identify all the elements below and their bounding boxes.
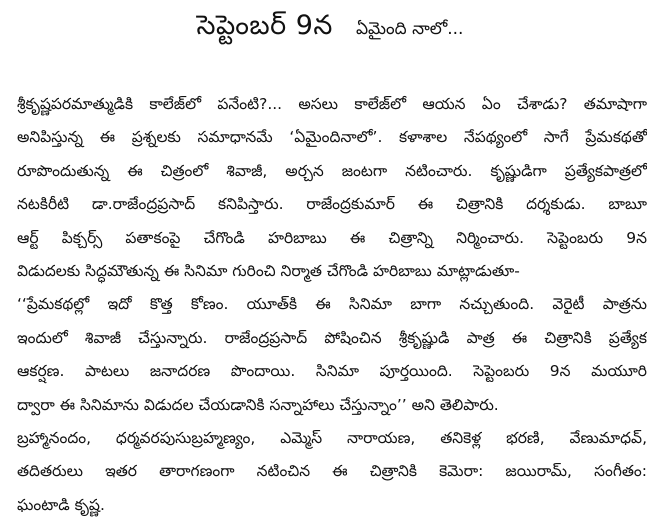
article-line: ద్వారా ఈ సినిమాను విడుదల చేయడానికి సన్నాహాలు చేస్తున్నాం’’ అని తెలిపారు. bbox=[17, 395, 499, 414]
headline-subtitle: ఏమైంది నాలో... bbox=[355, 19, 464, 39]
article-line: నటకిరీటి డా.రాజేంద్రప్రసాద్ కనిపిస్తారు. రాజేంద్రకుమార్ ఈ చిత్రానికి దర్శకుడు. బాబూ bbox=[17, 195, 647, 214]
article-body bbox=[17, 88, 647, 522]
article-line: బ్రహ్మానందం, ధర్మవరపుసుబ్రహ్మణ్యం, ఎమ్మెస్ నారాయణ, తనికెళ్ల భరణి, వేణుమాధవ్, bbox=[17, 428, 647, 447]
article-line: ఆకర్షణ. పాటలు జనాదరణ పొందాయి. సినిమా పూర్తయింది. సెప్టెంబరు 9న మయూరి bbox=[17, 362, 647, 381]
article-line: తదితరులు ఇతర తారాగణంగా నటించిన ఈ చిత్రానికి కెమెరా: జయిరామ్, సంగీతం: bbox=[17, 462, 647, 481]
article-line: రూపొందుతున్న ఈ చిత్రంలో శివాజీ, అర్చన జంటగా నటించారు. కృష్ణుడిగా ప్రత్యేకపాత్రలో bbox=[17, 161, 647, 180]
headline bbox=[0, 10, 660, 48]
article-line: ఘంటాడి కృష్ణ. bbox=[17, 495, 105, 514]
headline-title: సెప్టెంబర్ 9న bbox=[196, 10, 333, 41]
article-line: శ్రీకృష్ణపరమాత్ముడికి కాలేజ్‌లో పనేంటి?... అసలు కాలేజ్‌లో ఆయన ఏం చేశాడు? తమాషాగా bbox=[17, 95, 647, 113]
article-line: అనిపిస్తున్న ఈ ప్రశ్నలకు సమాధానమే ‘ఏమైందినాలో’. కళాశాల నేపథ్యంలో సాగే ప్రేమకథతో bbox=[17, 128, 647, 147]
article-line: ‘‘ప్రేమకథల్లో ఇదో కొత్త కోణం. యూత్‌కి ఈ సినిమా బాగా నచ్చుతుంది. వెరైటీ పాత్రను bbox=[17, 295, 647, 314]
article-line: ఇందులో శివాజీ చేస్తున్నారు. రాజేంద్రప్రసాద్ పోషించిన శ్రీకృష్ణుడి పాత్ర ఈ చిత్రానికి ప్రత్యేక bbox=[17, 328, 647, 347]
article-line: విడుదలకు సిద్ధమౌతున్న ఈ సినిమా గురించి నిర్మాత చేగొండి హరిబాబు మాట్లాడుతూ- bbox=[17, 261, 520, 280]
article-line: ఆర్ట్ పిక్చర్స్ పతాకంపై చేగొండి హరిబాబు ఈ చిత్రాన్ని నిర్మించారు. సెప్టెంబరు 9న bbox=[17, 228, 647, 247]
